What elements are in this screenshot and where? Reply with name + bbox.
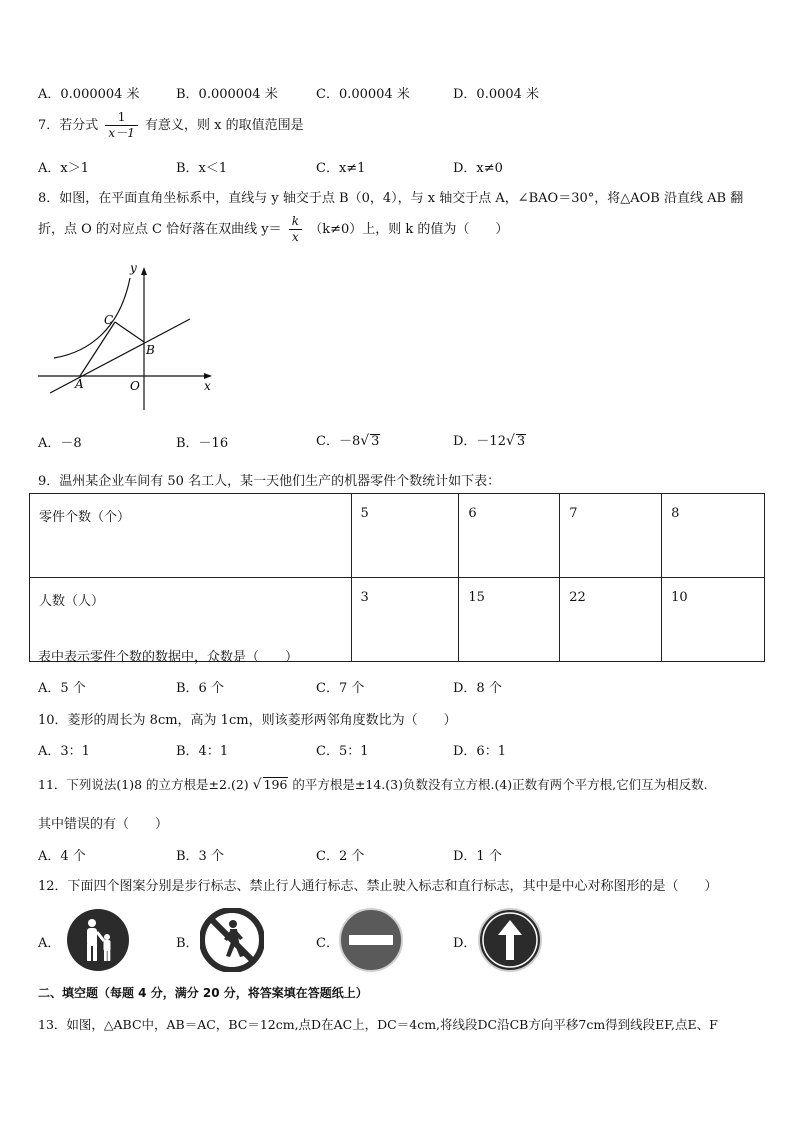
q8-option-c: C．－8√ 3: [316, 433, 380, 449]
q9-question: 表中表示零件个数的数据中，众数是（ ）: [38, 650, 299, 665]
table-cell: 3: [351, 578, 459, 662]
q7-stem: [38, 110, 304, 141]
line-ab: [50, 319, 190, 393]
q12-option-a: A．: [38, 936, 61, 951]
table-cell: 10: [662, 578, 765, 662]
q7-frac-num: 1: [105, 110, 137, 126]
q9-option-d: D．8 个: [453, 681, 502, 696]
q8-line2-b: （k≠0）上，则 k 的值为（ ）: [309, 222, 509, 237]
q8-option-a: A．－8: [38, 436, 82, 451]
y-axis-arrow: [141, 267, 147, 275]
table-cell: 22: [560, 578, 662, 662]
no-entry-sign-icon: [339, 908, 403, 972]
q8-line2-a: 折，点 O 的对应点 C 恰好落在双曲线 y＝: [38, 222, 282, 237]
q9-option-a: A．5 个: [38, 681, 86, 696]
q11-option-c: C．2 个: [316, 849, 365, 864]
table-cell: 8: [662, 494, 765, 578]
q11-line1: 11．下列说法(1)8 的立方根是±2.(2) √ 196 的平方根是±14.(3)负数没有立方根.(4)正数有两个平方根,它们互为相反数.: [38, 777, 708, 793]
q10-option-d: D．6：1: [453, 744, 506, 759]
q8-option-d: D．－12√ 3: [453, 433, 526, 449]
q13-line1: 13．如图，△ABC中，AB＝AC，BC＝12cm,点D在AC上，DC＝4cm,将线段DC沿CB方向平移7cm得到线段EF,点E、F: [38, 1017, 718, 1032]
q7-prefix: 7．若分式: [38, 118, 99, 133]
q7-option-a: A．x＞1: [38, 161, 89, 176]
q11-option-a: A．4 个: [38, 849, 86, 864]
q10-option-b: B．4：1: [176, 744, 229, 759]
label-y: y: [130, 261, 137, 275]
q8-frac-num: k: [289, 214, 302, 230]
label-x: x: [204, 379, 211, 393]
q6-option-d: D．0.0004 米: [453, 87, 540, 102]
q8-line2: [38, 214, 508, 245]
q7-option-b: B．x＜1: [176, 161, 228, 176]
table-row: [30, 494, 765, 578]
q7-option-c: C．x≠1: [316, 161, 366, 176]
q12-option-c: C．: [316, 936, 339, 951]
q6-option-c: C．0.00004 米: [316, 87, 410, 102]
table-cell: 5: [351, 494, 459, 578]
q7-fraction: [105, 110, 137, 141]
label-a: A: [75, 377, 84, 391]
q12-option-d: D．: [453, 936, 477, 951]
q8-coordinate-figure: [30, 258, 230, 418]
q10-stem: 10．菱形的周长为 8cm，高为 1cm，则该菱形两邻角度数比为（ ）: [38, 713, 457, 728]
q8-option-b: B．－16: [176, 436, 229, 451]
q11-option-b: B．3 个: [176, 849, 224, 864]
straight-ahead-sign-icon: [478, 908, 542, 972]
q6-option-b: B．0.000004 米: [176, 87, 278, 102]
q11-option-d: D．1 个: [453, 849, 502, 864]
q8-line1: 8．如图，在平面直角坐标系中，直线与 y 轴交于点 B（0，4），与 x 轴交于点 A，∠BAO＝30°，将△AOB 沿直线 AB 翻: [38, 191, 744, 206]
q9-option-b: B．6 个: [176, 681, 224, 696]
q7-suffix: 有意义，则 x 的取值范围是: [144, 118, 304, 133]
label-o: O: [130, 379, 140, 393]
q9-stem: 9．温州某企业车间有 50 名工人，某一天他们生产的机器零件个数统计如下表：: [38, 474, 501, 489]
q12-stem: 12．下面四个图案分别是步行标志、禁止行人通行标志、禁止驶入标志和直行标志，其中是中心对称图形的是（ ）: [38, 879, 718, 894]
no-pedestrian-sign-icon: [200, 908, 264, 972]
q10-option-a: A．3：1: [38, 744, 90, 759]
table-cell: 7: [560, 494, 662, 578]
section-heading: 二、填空题（每题 4 分，满分 20 分，将答案填在答题纸上）: [38, 986, 368, 1000]
q11-radicand: 196: [263, 777, 288, 792]
q7-frac-den: x－1: [108, 126, 135, 140]
q6-option-a: A．0.000004 米: [38, 87, 140, 102]
table-cell: 零件个数（个）: [30, 494, 352, 578]
q12-option-b: B．: [176, 936, 199, 951]
segment-cb: [115, 322, 144, 342]
q8-fraction: [289, 214, 302, 245]
label-b: B: [146, 343, 155, 357]
q8-frac-den: x: [292, 230, 299, 244]
q10-option-c: C．5：1: [316, 744, 369, 759]
q7-option-d: D．x≠0: [453, 161, 503, 176]
table-cell: 人数（人）: [30, 578, 352, 662]
q11-line2: 其中错误的有（ ）: [38, 817, 169, 832]
hyperbola-curve: [54, 278, 130, 358]
q9-option-c: C．7 个: [316, 681, 365, 696]
label-c: C: [104, 313, 114, 327]
table-cell: 15: [459, 578, 560, 662]
q9-table: [29, 493, 765, 662]
pedestrian-sign-icon: [66, 908, 130, 972]
table-cell: 6: [459, 494, 560, 578]
